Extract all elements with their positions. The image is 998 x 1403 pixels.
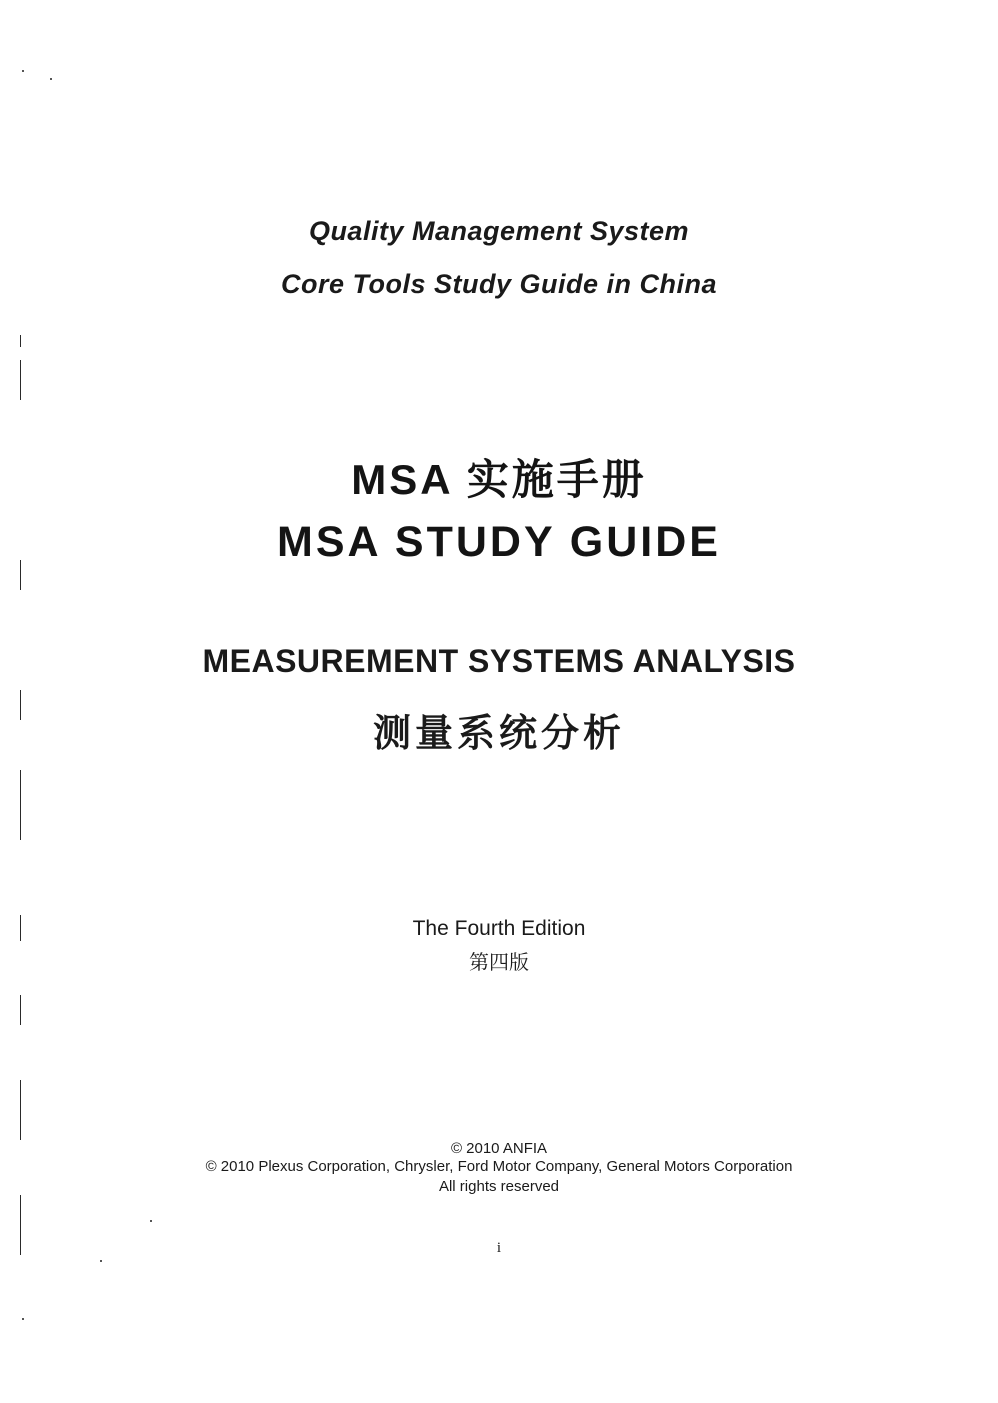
- section-title-english: MEASUREMENT SYSTEMS ANALYSIS: [202, 643, 796, 679]
- edition-english: The Fourth Edition: [412, 917, 586, 940]
- scan-artifact: [20, 335, 21, 347]
- title-chinese: MSA 实施手册: [351, 456, 647, 503]
- scan-artifact: [20, 770, 21, 840]
- subtitle-line-2: Core Tools Study Guide in China: [280, 269, 718, 299]
- scan-artifact: [20, 995, 21, 1025]
- scan-speck: [100, 1260, 102, 1262]
- copyright-anfia: © 2010 ANFIA: [450, 1140, 548, 1157]
- scan-speck: [22, 70, 24, 72]
- edition-chinese: 第四版: [469, 952, 529, 974]
- scan-speck: [22, 1318, 24, 1320]
- subtitle-line-1: Quality Management System: [308, 216, 690, 246]
- page-number: i: [496, 1240, 502, 1256]
- copyright-companies: © 2010 Plexus Corporation, Chrysler, Ford Motor Company, General Motors Corporation: [205, 1158, 793, 1175]
- scan-speck: [50, 78, 52, 80]
- scan-artifact: [20, 360, 21, 400]
- scan-artifact: [20, 1080, 21, 1140]
- scan-speck: [150, 1220, 152, 1222]
- rights-reserved: All rights reserved: [438, 1178, 560, 1195]
- section-title-chinese: 测量系统分析: [372, 713, 625, 755]
- title-english: MSA STUDY GUIDE: [277, 518, 721, 566]
